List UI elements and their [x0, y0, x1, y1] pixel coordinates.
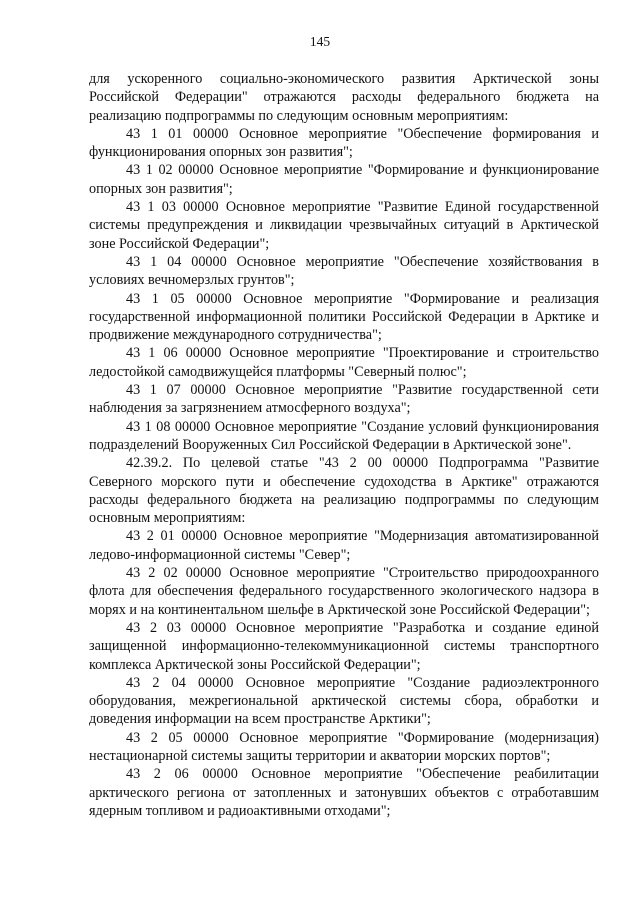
- page-number: 145: [309, 34, 331, 49]
- paragraph-measure-43-2-04: 43 2 04 00000 Основное мероприятие "Создание радиоэлектронного оборудования, межрегиональной арктической системы сбора, обработки и доведения информации на всем пространстве Арктики";: [89, 674, 599, 728]
- paragraph-measure-43-1-03: 43 1 03 00000 Основное мероприятие "Развитие Единой государственной системы предупреждения и ликвидации чрезвычайных ситуаций в Арктической зоне Российской Федерации";: [89, 199, 599, 252]
- paragraph-measure-43-1-07: 43 1 07 00000 Основное мероприятие "Развитие государственной сети наблюдения за загрязнением атмосферного воздуха";: [89, 382, 599, 417]
- paragraph-measure-43-1-06: 43 1 06 00000 Основное мероприятие "Проектирование и строительство ледостойкой самодвижущейся платформы "Северный полюс";: [89, 345, 599, 380]
- paragraph-section-42-39-2: 42.39.2. По целевой статье "43 2 00 00000 Подпрограмма "Развитие Северного морского пути и обеспечение судоходства в Арктике" отражаются расходы федерального бюджета на реализацию подпрограммы по следующим основным мероприятиям:: [89, 455, 599, 527]
- paragraph-measure-43-2-02: 43 2 02 00000 Основное мероприятие "Строительство природоохранного флота для обеспечения федерального государственного экологического надзора в морях и на континентальном шельфе в Арктической зоне Российской Федерации";: [89, 565, 599, 618]
- paragraph-measure-43-1-04: 43 1 04 00000 Основное мероприятие "Обеспечение хозяйствования в условиях вечномерзлых грунтов";: [89, 253, 599, 289]
- paragraph-measure-43-1-05: 43 1 05 00000 Основное мероприятие "Формирование и реализация государственной информационной политики Российской Федерации в Арктике и продвижение международного сотрудничества";: [89, 290, 599, 344]
- paragraph-measure-43-2-05: 43 2 05 00000 Основное мероприятие "Формирование (модернизация) нестационарной системы защиты территории и акватории морских портов";: [89, 729, 599, 764]
- document-body: [89, 70, 599, 820]
- paragraph-measure-43-1-01: 43 1 01 00000 Основное мероприятие "Обеспечение формирования и функционирования опорных зон развития";: [89, 125, 599, 161]
- paragraph-continuation: для ускоренного социально-экономического развития Арктической зоны Российской Федерации" отражаются расходы федерального бюджета на реализацию подпрограммы по следующим основным мероприятиям:: [89, 71, 599, 124]
- paragraph-measure-43-2-01: 43 2 01 00000 Основное мероприятие "Модернизация автоматизированной ледово-информационной системы "Север";: [89, 528, 599, 563]
- paragraph-measure-43-2-06: 43 2 06 00000 Основное мероприятие "Обеспечение реабилитации арктического региона от затопленных и затонувших объектов с отработавшим ядерным топливом и радиоактивными отходами";: [89, 766, 599, 819]
- paragraph-measure-43-1-02: 43 1 02 00000 Основное мероприятие "Формирование и функционирование опорных зон развития";: [89, 162, 599, 197]
- paragraph-measure-43-1-08: 43 1 08 00000 Основное мероприятие "Создание условий функционирования подразделений Вооруженных Сил Российской Федерации в Арктической зоне".: [89, 418, 599, 453]
- paragraph-measure-43-2-03: 43 2 03 00000 Основное мероприятие "Разработка и создание единой защищенной информационно-телекоммуникационной системы транспортного комплекса Арктической зоны Российской Федерации";: [89, 619, 599, 673]
